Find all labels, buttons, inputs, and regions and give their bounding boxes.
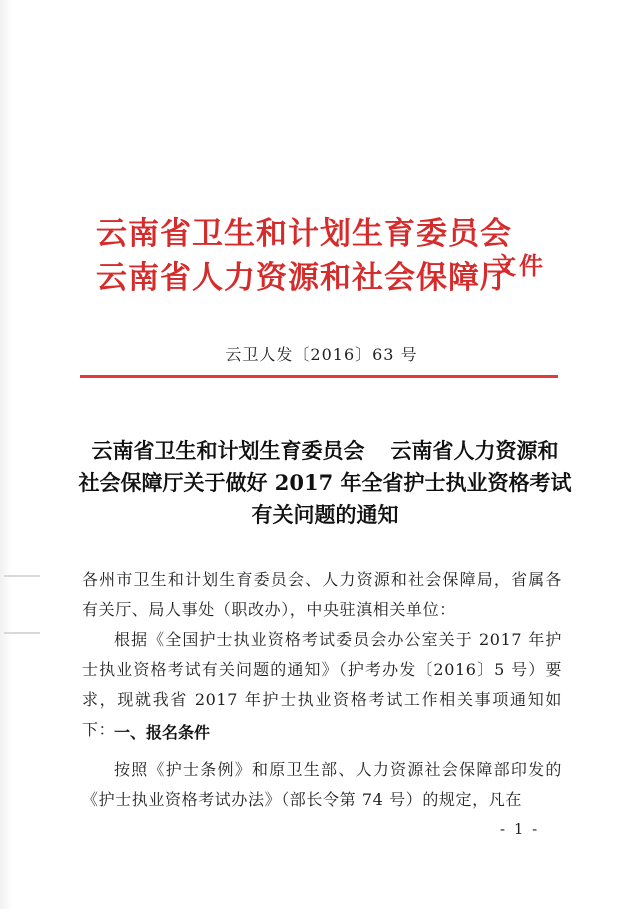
org-name-health-commission: 云南省卫生和计划生育委员会	[96, 216, 512, 252]
scan-edge-shadow	[0, 0, 12, 909]
page-number: - 1 -	[500, 820, 540, 838]
org-name-hr-department: 云南省人力资源和社会保障厅	[96, 260, 512, 296]
title-line-2: 社会保障厅关于做好 2017 年全省护士执业资格考试	[78, 470, 572, 495]
scan-mark	[4, 632, 40, 634]
section-heading-registration-conditions: 一、报名条件	[114, 723, 211, 742]
document-number: 云卫人发〔2016〕63 号	[225, 345, 418, 364]
title-line-1-part-b: 云南省人力资源和	[390, 438, 559, 463]
body-paragraph-1: 根据《全国护士执业资格考试委员会办公室关于 2017 年护士执业资格考试有关问题的通知》（护考办发〔2016〕5 号）要求，现就我省 2017 年护士执业资格考试工作相关事项通知如下：	[82, 630, 562, 739]
body-paragraph-2: 按照《护士条例》和原卫生部、人力资源社会保障部印发的《护士执业资格考试办法》（部长令第 74 号）的规定，凡在	[82, 760, 562, 809]
addressee-paragraph: 各州市卫生和计划生育委员会、人力资源和社会保障局，省属各有关厅、局人事处（职改办），中央驻滇相关单位：	[82, 570, 562, 619]
title-line-1	[70, 435, 580, 467]
issuing-organizations	[96, 212, 512, 300]
document-type-label: 文件	[492, 251, 546, 280]
title-line-3: 有关问题的通知	[251, 502, 399, 527]
notice-title	[70, 435, 580, 531]
red-divider-line	[80, 375, 558, 378]
scan-mark	[4, 575, 40, 577]
title-line-1-part-a: 云南省卫生和计划生育委员会	[91, 438, 365, 463]
